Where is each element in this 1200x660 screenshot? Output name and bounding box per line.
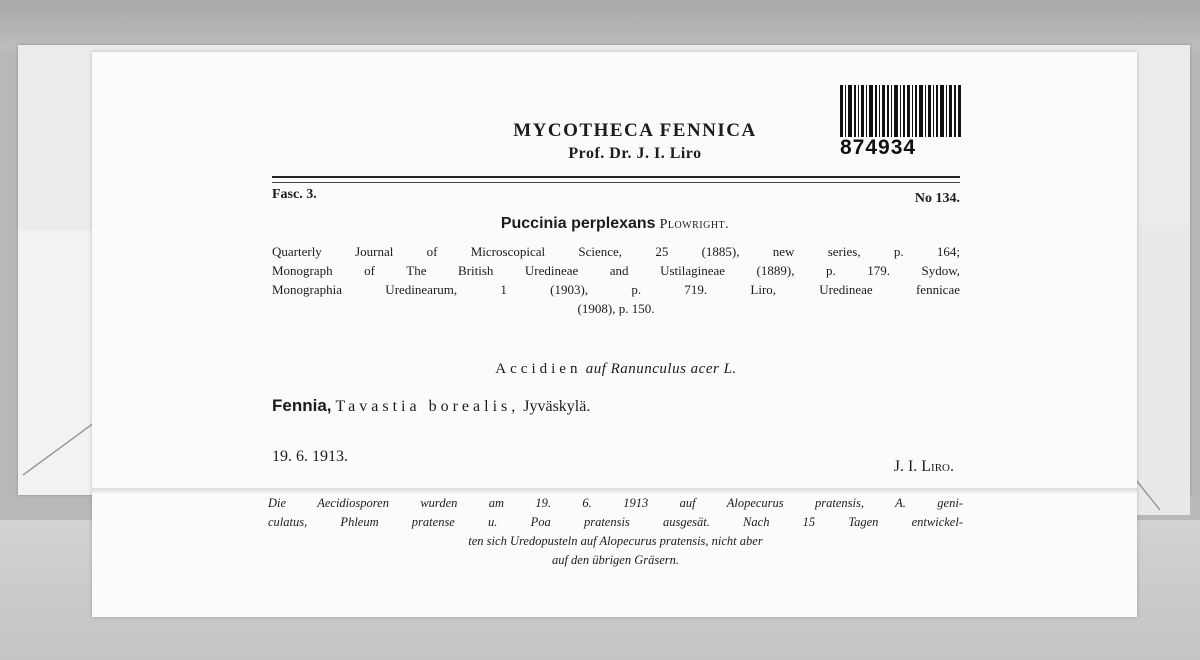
collector-name: J. I. Liro. (893, 458, 954, 475)
collection-date: 19. 6. 1913. (272, 448, 348, 465)
header-rule-thin (272, 182, 960, 183)
place: Jyväskylä. (523, 398, 591, 415)
header-rule (272, 176, 960, 178)
reference-line: Monographia Uredinearum, 1 (1903), p. 719. Liro, Uredineae fennicae (272, 282, 960, 297)
experiment-note (268, 494, 963, 570)
host-plant (272, 361, 960, 378)
note-line: ten sich Uredopusteln auf Alopecurus pratensis, nicht aber (468, 534, 763, 548)
note-line: Die Aecidiosporen wurden am 19. 6. 1913 auf Alopecurus pratensis, A. geni- (268, 496, 963, 510)
reference-line: Quarterly Journal of Microscopical Science, 25 (1885), new series, p. 164; (272, 244, 960, 259)
note-line: auf den übrigen Gräsern. (551, 553, 680, 567)
herbarium-title: MYCOTHECA FENNICA (513, 120, 757, 141)
species-author: Plowright. (659, 217, 730, 232)
editor-name: Prof. Dr. J. I. Liro (568, 145, 702, 162)
reference-line: (1908), p. 150. (577, 301, 655, 316)
host-plant-name: Ranunculus acer L. (610, 361, 737, 377)
literature-references (272, 242, 960, 318)
note-line: culatus, Phleum pratense u. Poa pratensis ausgesät. Nach 15 Tagen entwickel- (268, 515, 963, 529)
barcode-number: 874934 (840, 136, 917, 159)
collection-locality (272, 396, 590, 416)
species-name (270, 215, 960, 233)
country: Fennia, (272, 396, 332, 415)
barcode-icon (840, 85, 962, 137)
spore-stage: Accidien (495, 361, 582, 377)
species-binomial: Puccinia perplexans (500, 215, 656, 232)
fascicle-label: Fasc. 3. (272, 187, 317, 202)
exsiccata-number: No 134. (914, 191, 960, 206)
reference-line: Monograph of The British Uredineae and Ustilagineae (1889), p. 179. Sydow, (272, 263, 960, 278)
region: Tavastia borealis, (335, 398, 520, 415)
host-preposition: auf (585, 361, 607, 377)
